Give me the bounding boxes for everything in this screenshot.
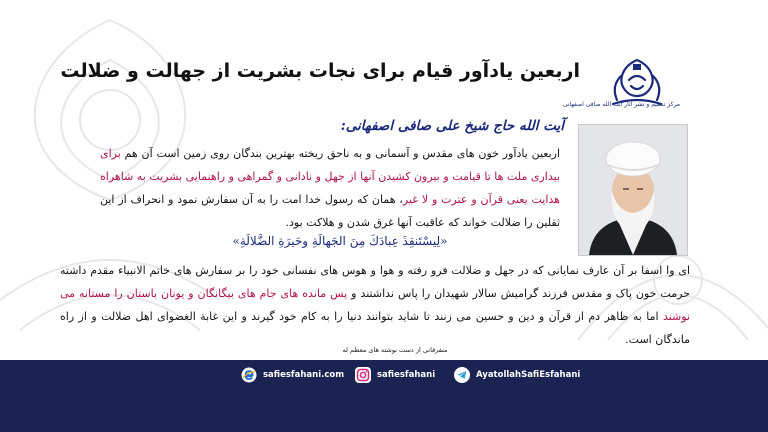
website-link[interactable]: [241, 366, 344, 384]
paragraph-2-highlight: پس مانده های جام های بیگانگان و یونان باستان را مستانه می نوشند: [60, 287, 690, 323]
author-name: آیت الله حاج شیخ علی صافی اصفهانی:: [340, 118, 564, 134]
paragraph-1-text-b: ، همان که رسول خدا امت را به آن سفارش نمود و انحراف از این ثقلین را ضلالت خواند که عاقبت آنها غرق شدن و هلاکت بود.: [100, 193, 560, 229]
website-label: safiesfahani.com: [263, 370, 345, 380]
source-note: متفرقاتی از دست نوشته های معظم له: [342, 346, 448, 354]
instagram-label: safiesfahani: [377, 370, 436, 380]
page-title: اربعین یادآور قیام برای نجات بشریت از جهالت و ضلالت: [60, 60, 580, 82]
paragraph-1: [100, 142, 560, 234]
paragraph-1-text-a: اربعین یادآور خون های مقدس و آسمانی و به ناحق ریخته بهترین بندگان روی زمین است آن هم: [120, 147, 560, 160]
instagram-icon: [355, 367, 371, 383]
paragraph-2-text-a: ای وا اسفا بر آن عارف نمایانی که در جهل و ضلالت فرو رفته و هوا و هوس های نفسانی خود را بر سفارش های خاتم الانبیاء مقدم داشته حرمت خون پاک و مقدس فرزند گرامیش سالار شهیدان را پاس نداشتند و: [60, 264, 690, 300]
paragraph-2: [60, 259, 690, 351]
author-portrait: [578, 124, 688, 256]
telegram-link[interactable]: [454, 366, 580, 384]
instagram-link[interactable]: [355, 366, 435, 384]
paragraph-1-highlight: برای بیداری ملت ها تا قیامت و بیرون کشیدن آنها از جهل و نادانی و گمراهی و راهنمایی بشریت به شاهراه هدایت یعنی قرآن و عترت و لا غیر: [100, 147, 560, 206]
telegram-label: AyatollahSafiEsfahani: [476, 370, 581, 380]
telegram-icon: [454, 367, 470, 383]
paragraph-2-text-b: اما به ظاهر دم از قرآن و دین و حسین می زنند تا شاید بتوانند دنیا را به کام خود گیرند و این غابة الغضوای اهل ضلالت و از راه ماندگان است.: [60, 310, 690, 346]
logo-caption: مرکز تنظیم و نشر آثار آیت الله صافی اصفهانی: [562, 101, 680, 108]
arabic-quote: «لِیسْتَنقِذَ عِبادَكَ مِنَ الجَهالَةِ وحَیرَةِ الضَّلالَةِ»: [232, 234, 448, 248]
web-icon: [241, 367, 257, 383]
